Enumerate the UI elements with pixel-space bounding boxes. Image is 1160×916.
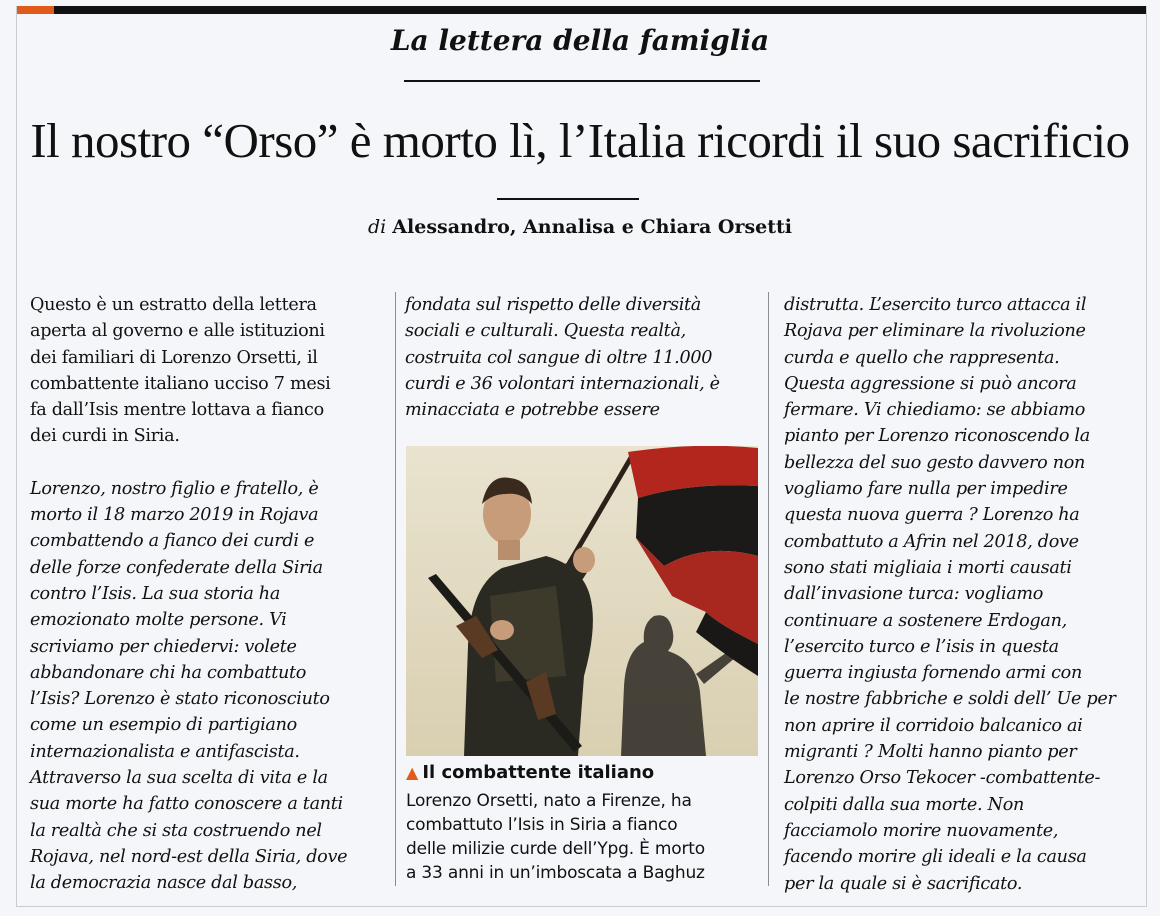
- kicker-underline: [404, 80, 760, 82]
- fighter-photo: [406, 446, 758, 756]
- letter-paragraph-1: Lorenzo, nostro figlio e fratello, è morto il 18 marzo 2019 in Rojava combattendo a fianco dei curdi e delle forze confederate della Siria contro l’Isis. La sua storia ha emozionato molte persone. Vi scriviamo per chiedervi: volete abbandonare chi ha combattuto l’Isis? Lorenzo è stato riconosciuto come un esempio di partigiano internazionalista e antifascista. Attraverso la sua scelta di vita e la sua morte ha fatto conoscere a tanti la realtà che si sta costruendo nel Rojava, nel nord-est della Siria, dove la democrazia nasce dal basso,: [30, 478, 348, 894]
- letter-paragraph-3: distrutta. L’esercito turco attacca il Rojava per eliminare la rivoluzione curda e quello che rappresenta. Questa aggressione si può ancora fermare. Vi chiediamo: se abbiamo pianto per Lorenzo riconoscendo la bellezza del suo gesto davvero non vogliamo fare nulla per impedire questa nuova guerra ? Lorenzo ha combattuto a Afrin nel 2018, dove sono stati migliaia i morti causati dall’invasione turca: vogliamo continuare a sostenere Erdogan, l’esercito turco e l’isis in questa guerra ingiusta fornendo armi con le nostre fabbriche e soldi dell’ Ue per non aprire il corridoio balcanico ai migranti ? Molti hanno pianto per Lorenzo Orso Tekocer -combattente- colpiti dalla sua morte. Non facciamolo morire nuovamente, facendo morire gli ideali e la causa per la quale si è sacrificato.: [784, 295, 1116, 894]
- column-divider-1: [395, 292, 396, 886]
- column-2: [405, 292, 765, 423]
- frame-bottom-border: [16, 906, 1147, 907]
- column-divider-2: [768, 292, 769, 886]
- byline-prefix: di: [367, 216, 387, 238]
- triangle-up-icon: ▲: [406, 763, 419, 782]
- headline-divider: [497, 198, 639, 200]
- caption-title-text: Il combattente italiano: [422, 762, 655, 783]
- photo-caption-body: Lorenzo Orsetti, nato a Firenze, ha combattuto l’Isis in Siria a fianco delle milizie curde dell’Ypg. È morto a 33 anni in un’imboscata a Baghuz: [406, 791, 705, 883]
- letter-paragraph-2: fondata sul rispetto delle diversità sociali e culturali. Questa realtà, costruita col sangue di oltre 11.000 curdi e 36 volontari internazionali, è minacciata e potrebbe essere: [405, 295, 720, 421]
- section-kicker: La lettera della famiglia: [390, 24, 770, 57]
- headline: Il nostro “Orso” è morto lì, l’Italia ricordi il suo sacrificio: [30, 113, 1130, 168]
- byline-authors: Alessandro, Annalisa e Chiara Orsetti: [392, 216, 793, 238]
- column-3: [784, 292, 1134, 897]
- byline: [0, 216, 1160, 238]
- top-rule-bar: [16, 6, 1146, 14]
- photo-caption-title: [406, 762, 654, 783]
- column-1: [30, 292, 390, 897]
- intro-paragraph: Questo è un estratto della lettera aperta al governo e alle istituzioni dei familiari di Lorenzo Orsetti, il combattente italiano ucciso 7 mesi fa dall’Isis mentre lottava a fianco dei curdi in Siria.: [30, 295, 331, 447]
- top-accent-block: [16, 6, 54, 14]
